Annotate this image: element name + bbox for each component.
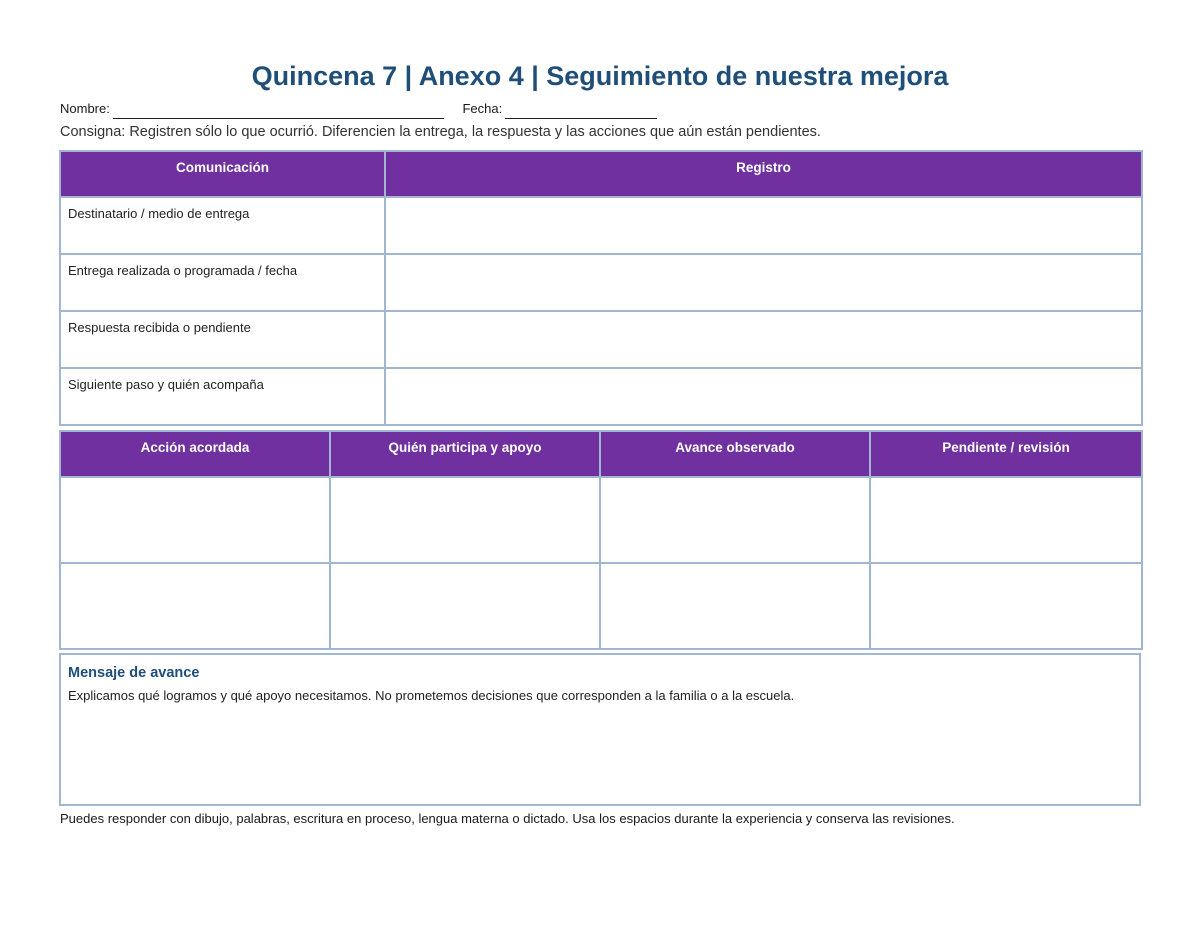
action-table bbox=[59, 430, 1143, 650]
table-row bbox=[60, 563, 1142, 649]
action-cell[interactable] bbox=[330, 477, 600, 563]
communication-header-row bbox=[60, 151, 1142, 197]
row-label-entrega: Entrega realizada o programada / fecha bbox=[60, 254, 385, 311]
registro-cell-siguiente-paso[interactable] bbox=[385, 368, 1142, 425]
row-label-destinatario: Destinatario / medio de entrega bbox=[60, 197, 385, 254]
action-cell[interactable] bbox=[60, 563, 330, 649]
date-field[interactable] bbox=[505, 103, 657, 119]
header-comunicacion: Comunicación bbox=[60, 151, 385, 197]
registro-cell-entrega[interactable] bbox=[385, 254, 1142, 311]
table-row bbox=[60, 368, 1142, 425]
progress-message-heading: Mensaje de avance bbox=[68, 665, 200, 681]
action-cell[interactable] bbox=[600, 563, 870, 649]
header-avance-observado: Avance observado bbox=[600, 431, 870, 477]
row-label-siguiente-paso: Siguiente paso y quién acompaña bbox=[60, 368, 385, 425]
header-pendiente-revision: Pendiente / revisión bbox=[870, 431, 1142, 477]
table-row bbox=[60, 477, 1142, 563]
date-label: Fecha: bbox=[462, 101, 503, 116]
header-registro: Registro bbox=[385, 151, 1142, 197]
progress-message-box[interactable] bbox=[59, 653, 1141, 806]
footer-note: Puedes responder con dibujo, palabras, escritura en proceso, lengua materna o dictado. Usa los espacios durante la experiencia y conserva las revisiones. bbox=[60, 811, 955, 826]
header-quien-participa: Quién participa y apoyo bbox=[330, 431, 600, 477]
instruction-text: Consigna: Registren sólo lo que ocurrió. Diferencien la entrega, la respuesta y las acciones que aún están pendientes. bbox=[60, 124, 821, 140]
name-label: Nombre: bbox=[60, 101, 110, 116]
action-cell[interactable] bbox=[60, 477, 330, 563]
header-fields bbox=[60, 99, 657, 119]
progress-message-text: Explicamos qué logramos y qué apoyo necesitamos. No prometemos decisiones que corresponden a la familia o a la escuela. bbox=[68, 688, 795, 703]
table-row bbox=[60, 254, 1142, 311]
header-accion-acordada: Acción acordada bbox=[60, 431, 330, 477]
action-header-row bbox=[60, 431, 1142, 477]
page-title: Quincena 7 | Anexo 4 | Seguimiento de nuestra mejora bbox=[251, 61, 949, 91]
table-row bbox=[60, 197, 1142, 254]
name-field[interactable] bbox=[113, 103, 444, 119]
action-cell[interactable] bbox=[330, 563, 600, 649]
table-row bbox=[60, 311, 1142, 368]
action-cell[interactable] bbox=[600, 477, 870, 563]
communication-table bbox=[59, 150, 1143, 426]
registro-cell-destinatario[interactable] bbox=[385, 197, 1142, 254]
action-cell[interactable] bbox=[870, 563, 1142, 649]
row-label-respuesta: Respuesta recibida o pendiente bbox=[60, 311, 385, 368]
action-cell[interactable] bbox=[870, 477, 1142, 563]
registro-cell-respuesta[interactable] bbox=[385, 311, 1142, 368]
